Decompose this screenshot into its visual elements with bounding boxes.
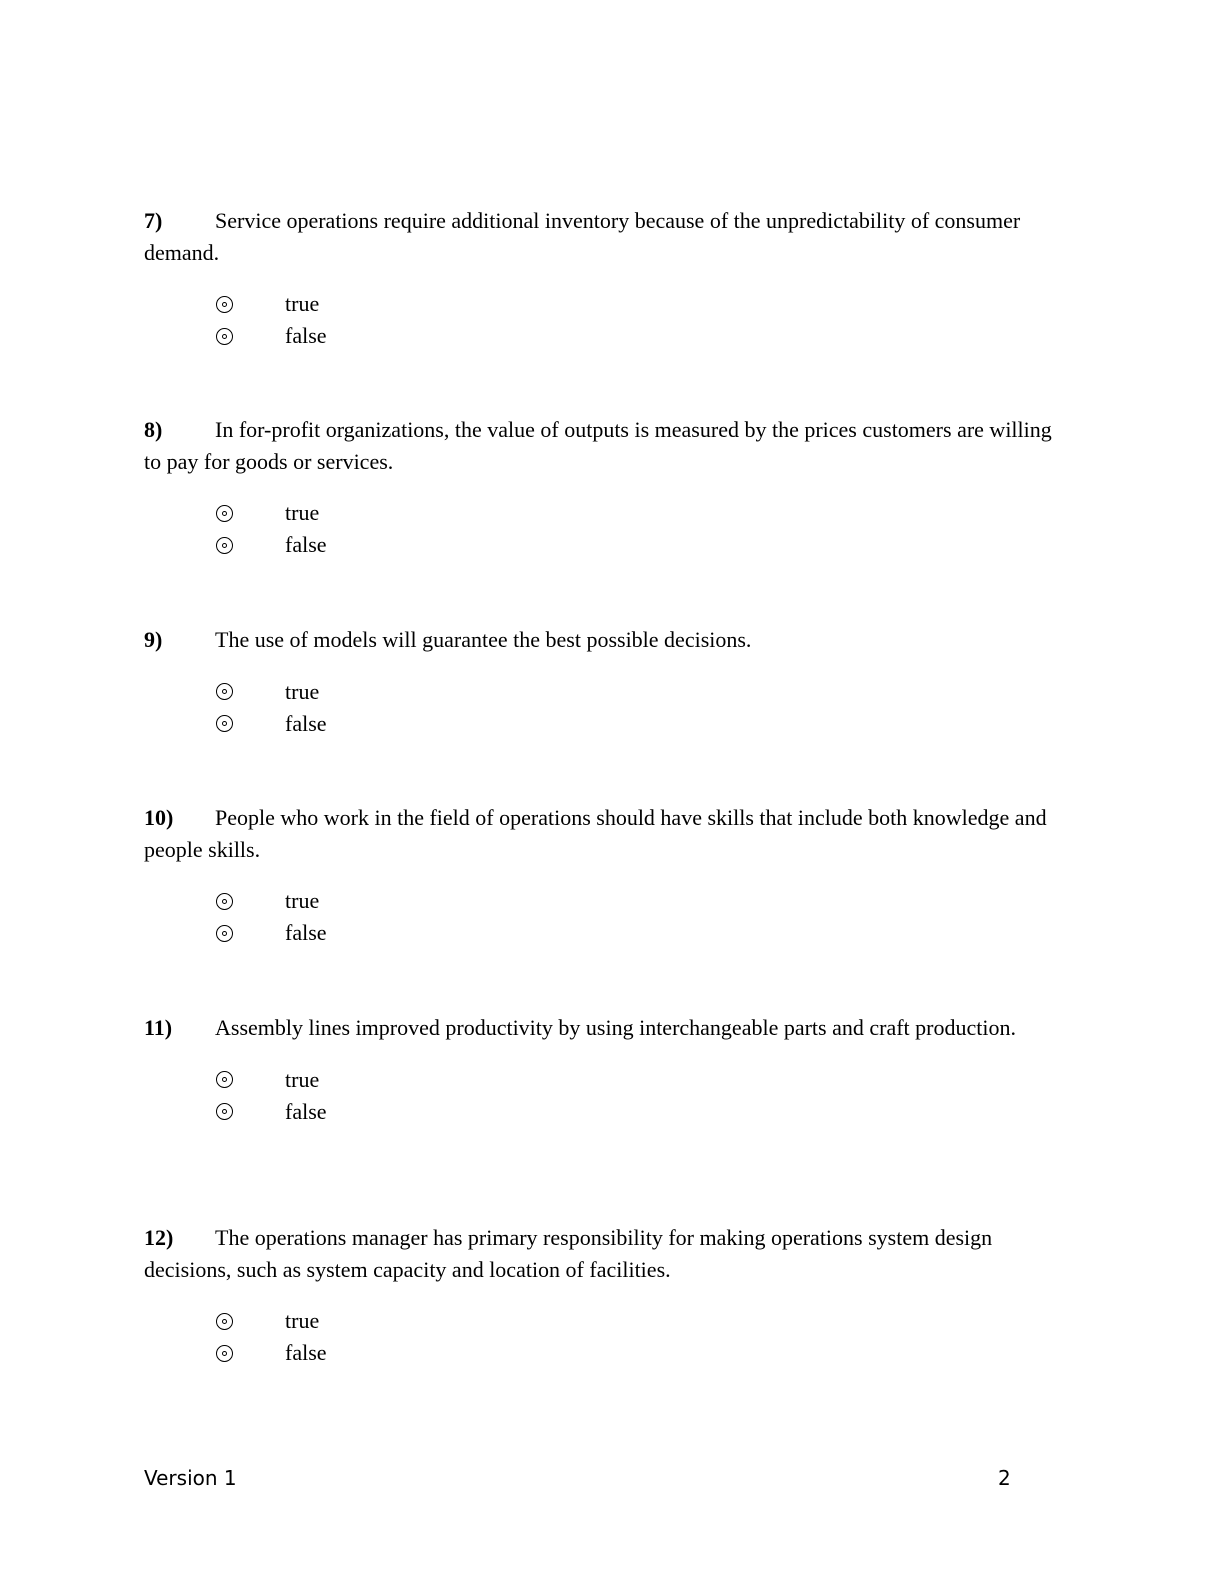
option-label: true	[285, 678, 320, 704]
radio-button-icon[interactable]	[216, 683, 233, 700]
option-label: true	[285, 1066, 320, 1092]
radio-button-icon[interactable]	[216, 893, 233, 910]
option-label: false	[285, 1098, 327, 1124]
radio-button-icon[interactable]	[216, 296, 233, 313]
question-text	[144, 624, 1074, 656]
option-label: true	[285, 888, 320, 913]
question-body: The use of models will guarantee the best possible decisions.	[215, 627, 752, 652]
radio-button-icon[interactable]	[216, 715, 233, 732]
option-false[interactable]	[216, 1337, 1074, 1369]
option-true[interactable]	[216, 1305, 1074, 1337]
question-number: 7)	[144, 208, 163, 233]
answer-options	[216, 497, 1074, 561]
option-label: true	[285, 1308, 320, 1333]
option-label: false	[285, 710, 327, 736]
question-body: People who work in the field of operations should have skills that include both knowledge and people skills.	[144, 805, 1047, 862]
question-number: 12)	[144, 1225, 174, 1250]
question-body: The operations manager has primary responsibility for making operations system design decisions, such as system capacity and location of facilities.	[144, 1225, 993, 1282]
radio-button-icon[interactable]	[216, 1345, 233, 1362]
option-label: true	[285, 500, 320, 525]
question-number: 11)	[144, 1015, 173, 1040]
question-7	[144, 205, 1074, 352]
question-text	[144, 414, 1074, 477]
option-true[interactable]	[216, 1064, 1074, 1096]
question-text	[144, 205, 1074, 268]
option-false[interactable]	[216, 320, 1074, 352]
question-body: In for-profit organizations, the value of outputs is measured by the prices customers are willing to pay for goods or services.	[144, 417, 1052, 474]
question-text	[144, 802, 1074, 865]
option-label: false	[285, 920, 327, 945]
answer-options	[216, 885, 1074, 949]
question-9	[144, 624, 1074, 740]
question-12	[144, 1222, 1074, 1369]
radio-button-icon[interactable]	[216, 537, 233, 554]
question-8	[144, 414, 1074, 561]
question-body: Service operations require additional inventory because of the unpredictability of consumer demand.	[144, 208, 1021, 265]
radio-button-icon[interactable]	[216, 1313, 233, 1330]
option-label: false	[285, 323, 327, 348]
answer-options	[216, 1064, 1074, 1128]
option-false[interactable]	[216, 529, 1074, 561]
option-true[interactable]	[216, 497, 1074, 529]
option-false[interactable]	[216, 708, 1074, 740]
question-number: 8)	[144, 417, 163, 442]
radio-button-icon[interactable]	[216, 1071, 233, 1088]
option-false[interactable]	[216, 1096, 1074, 1128]
radio-button-icon[interactable]	[216, 925, 233, 942]
option-true[interactable]	[216, 288, 1074, 320]
option-label: false	[285, 532, 327, 557]
answer-options	[216, 288, 1074, 352]
option-true[interactable]	[216, 676, 1074, 708]
question-10	[144, 802, 1074, 949]
question-text	[144, 1222, 1074, 1285]
question-number: 10)	[144, 805, 174, 830]
radio-button-icon[interactable]	[216, 505, 233, 522]
question-number: 9)	[144, 627, 163, 652]
footer-version: Version 1	[144, 1466, 237, 1490]
option-true[interactable]	[216, 885, 1074, 917]
radio-button-icon[interactable]	[216, 1103, 233, 1120]
question-text	[144, 1012, 1074, 1044]
option-false[interactable]	[216, 917, 1074, 949]
question-11	[144, 1012, 1074, 1128]
option-label: true	[285, 291, 320, 316]
answer-options	[216, 676, 1074, 740]
option-label: false	[285, 1340, 327, 1365]
answer-options	[216, 1305, 1074, 1369]
question-body: Assembly lines improved productivity by using interchangeable parts and craft production.	[215, 1015, 1016, 1040]
radio-button-icon[interactable]	[216, 328, 233, 345]
footer-page-number: 2	[998, 1466, 1011, 1490]
